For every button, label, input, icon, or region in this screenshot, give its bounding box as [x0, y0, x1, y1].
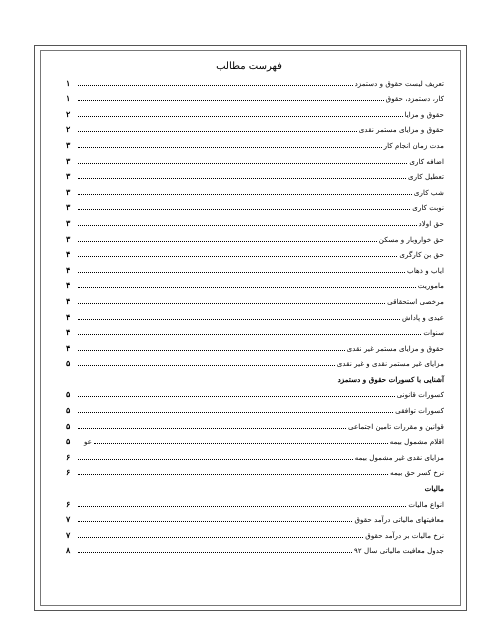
toc-entry[interactable] [66, 415, 444, 431]
toc-entry[interactable] [66, 540, 444, 556]
toc-leader-dots [78, 349, 345, 351]
toc-page-number: ۳ [66, 139, 71, 150]
toc-entry[interactable] [66, 212, 444, 228]
toc-entry[interactable] [66, 462, 444, 478]
toc-page-number: ۴ [66, 295, 71, 306]
toc-entry[interactable] [66, 290, 444, 306]
toc-leader-dots [78, 395, 395, 397]
toc-entry-title: کسورات قانونی [396, 390, 444, 400]
toc-page-number: ۲ [66, 124, 71, 135]
toc-entry-title: حقوق و مزایا [404, 109, 444, 119]
toc-leader-dots [78, 427, 346, 429]
toc-page-number: ۸ [66, 545, 71, 556]
toc-entry[interactable] [66, 275, 444, 291]
toc-entry-title: اضافه کاری [409, 156, 444, 166]
toc-leader-dots [78, 130, 357, 132]
toc-leader-dots [78, 84, 353, 86]
toc-entry-title: مزایای نقدی غیر مشمول بیمه [354, 452, 444, 462]
toc-entry[interactable] [66, 197, 444, 213]
toc-entry[interactable] [66, 493, 444, 509]
toc-entry-title: مزایای غیر مستمر نقدی و غیر نقدی [336, 359, 444, 369]
toc-page-number: ۳ [66, 171, 71, 182]
toc-page-number: ۵ [66, 405, 71, 416]
toc-page-number: ۱ [66, 77, 71, 88]
toc-entry-title: ایاب و ذهاب [407, 265, 444, 275]
toc-page-number: ۴ [66, 311, 71, 322]
toc-entry-title: حق اولاد [418, 218, 444, 228]
toc-leader-dots [78, 271, 405, 273]
toc-entry[interactable] [66, 368, 444, 384]
toc-leader-dots [78, 115, 403, 117]
toc-entry-title: حق بن کارگری [399, 250, 444, 260]
toc-entry-title: جدول معافیت مالیاتی سال ۹۲ [354, 546, 444, 556]
toc-leader-dots [78, 490, 423, 491]
toc-entry-title: سنوات [423, 328, 444, 338]
toc-entry[interactable] [66, 337, 444, 353]
toc-entry[interactable] [66, 431, 444, 447]
toc-leader-dots [78, 411, 393, 413]
toc-page-number: ۳ [66, 186, 71, 197]
toc-leader-dots [78, 302, 385, 304]
toc-page-number: ۳ [66, 217, 71, 228]
toc-entry-title: عیدی و پاداش [401, 312, 444, 322]
toc-entry[interactable] [66, 524, 444, 540]
toc-page-number: ۶ [66, 498, 71, 509]
toc-entry[interactable] [66, 244, 444, 260]
toc-entry-title: نرخ کسر حق بیمه [390, 468, 444, 478]
toc-entry-title: ماموریت [417, 281, 444, 291]
toc-entry[interactable] [66, 399, 444, 415]
toc-entry-title: مدت زمان انجام کار [383, 140, 444, 150]
toc-leader-dots [78, 381, 336, 382]
toc-entry-title: مالیات [424, 484, 444, 494]
toc-leader-dots [78, 551, 352, 553]
toc-entry[interactable] [66, 181, 444, 197]
toc-leader-dots [78, 333, 421, 335]
toc-page-number: ۴ [66, 280, 71, 291]
toc-page-number: ۱ [66, 93, 71, 104]
toc-entry[interactable] [66, 259, 444, 275]
toc-entry[interactable] [66, 322, 444, 338]
toc-page-number: ۳ [66, 202, 71, 213]
toc-leader-dots [78, 146, 382, 148]
toc-entry[interactable] [66, 228, 444, 244]
toc-entry-title: حقوق و مزایای مستمر نقدی [358, 125, 444, 135]
toc-entry-title: حق خواروبار و مسکن [378, 234, 444, 244]
toc-title: فهرست مطالب [216, 61, 282, 72]
toc-page-number: ۵ [66, 436, 71, 447]
toc-page-number: ۵ [66, 420, 71, 431]
toc-entry-title: تعطیل کاری [408, 172, 444, 182]
toc-leader-dots [78, 208, 410, 210]
toc-entry[interactable] [66, 134, 444, 150]
toc-entry[interactable] [66, 353, 444, 369]
toc-page-number: ۴ [66, 264, 71, 275]
toc-leader-dots [78, 318, 400, 320]
toc-entry-title: مرخصی استحقاقی [387, 296, 444, 306]
toc-leader-dots [78, 458, 353, 460]
table-of-contents [66, 72, 444, 555]
toc-entry-title: کار، دستمزد، حقوق [385, 94, 444, 104]
toc-entry-title: کسورات توافقی [395, 406, 444, 416]
toc-leader-dots [78, 193, 412, 195]
toc-entry[interactable] [66, 166, 444, 182]
toc-page-number: ۵ [66, 389, 71, 400]
toc-leader-dots [78, 240, 377, 242]
toc-entry[interactable] [66, 119, 444, 135]
toc-leader-dots [78, 162, 407, 164]
toc-page-number: ۴ [66, 249, 71, 260]
toc-entry[interactable] [66, 306, 444, 322]
toc-entry-title: نرخ مالیات بر درآمد حقوق [365, 530, 444, 540]
toc-entry[interactable] [66, 477, 444, 493]
toc-leader-dots [78, 286, 416, 288]
toc-entry-title: نوبت کاری [412, 203, 444, 213]
toc-entry-title: معافیتهای مالیاتی درآمد حقوق [354, 515, 444, 525]
toc-page-number: ۲ [66, 108, 71, 119]
toc-leader-dots [94, 442, 388, 444]
toc-entry-title: قوانین و مقررات تامین اجتماعی [348, 421, 444, 431]
toc-leader-dots [78, 505, 406, 507]
toc-entry[interactable] [66, 384, 444, 400]
toc-leader-dots [78, 520, 352, 522]
toc-leader-dots [78, 536, 363, 538]
toc-page-number: ۷ [66, 514, 71, 525]
toc-page-number: ۵ [66, 358, 71, 369]
toc-leader-dots [78, 99, 384, 101]
toc-entry[interactable] [66, 88, 444, 104]
toc-entry-title: تعریف لیست حقوق و دستمزد [354, 78, 444, 88]
toc-page-number: ۶ [66, 467, 71, 478]
toc-entry[interactable] [66, 103, 444, 119]
toc-page-number: ۴ [66, 342, 71, 353]
toc-page-number: ۴ [66, 327, 71, 338]
toc-entry-extra: عو [84, 437, 93, 447]
toc-page-number: ۷ [66, 529, 71, 540]
toc-entry[interactable] [66, 446, 444, 462]
toc-leader-dots [78, 177, 406, 179]
toc-entry-title: حقوق و مزایای مستمر غیر نقدی [346, 343, 444, 353]
toc-entry-title: اقلام مشمول بیمه [389, 437, 444, 447]
toc-leader-dots [78, 473, 388, 475]
toc-page-number: ۳ [66, 155, 71, 166]
toc-entry-title: آشنایی با کسورات حقوق و دستمزد [337, 374, 444, 384]
toc-entry[interactable] [66, 72, 444, 88]
toc-entry-title: شب کاری [413, 187, 444, 197]
toc-entry-title: انواع مالیات [408, 499, 444, 509]
toc-leader-dots [78, 224, 417, 226]
toc-entry[interactable] [66, 150, 444, 166]
toc-page-number: ۳ [66, 233, 71, 244]
toc-leader-dots [78, 364, 335, 366]
toc-leader-dots [78, 255, 397, 257]
toc-page-number: ۶ [66, 451, 71, 462]
toc-entry[interactable] [66, 509, 444, 525]
